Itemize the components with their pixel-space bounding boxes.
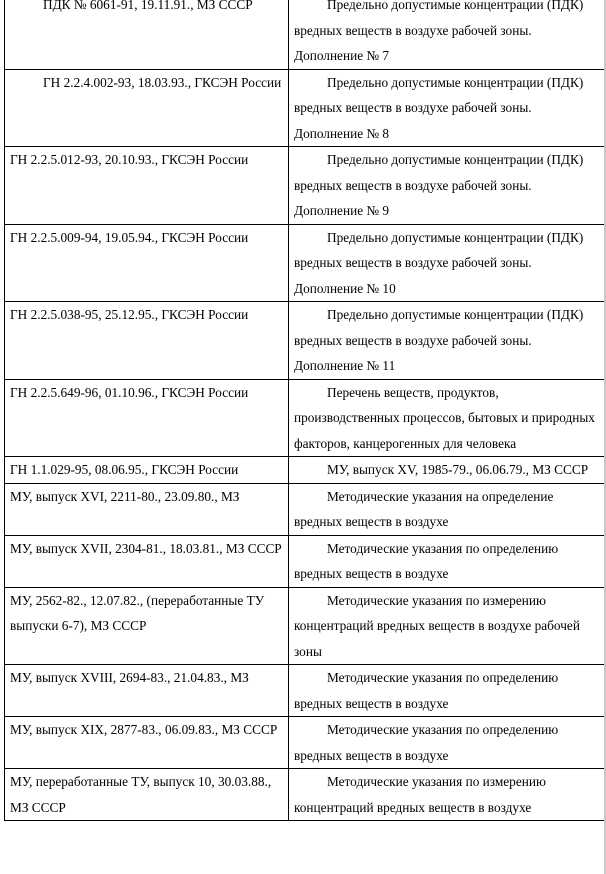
- document-reference: МУ, выпуск XIX, 2877-83., 06.09.83., МЗ СССР: [5, 717, 289, 769]
- document-title: Предельно допустимые концентрации (ПДК) вредных веществ в воздухе рабочей зоны. Дополнение № 8: [289, 69, 605, 147]
- document-title: Предельно допустимые концентрации (ПДК) вредных веществ в воздухе рабочей зоны. Дополнение № 7: [289, 0, 605, 69]
- table-row: [5, 535, 605, 587]
- regulations-table: [4, 0, 605, 821]
- document-reference: ГН 2.2.4.002-93, 18.03.93., ГКСЭН России: [5, 69, 289, 147]
- table-row: [5, 147, 605, 225]
- document-title: Методические указания по определению вредных веществ в воздухе: [289, 665, 605, 717]
- document-title: Перечень веществ, продуктов, производственных процессов, бытовых и природных факторов, канцерогенных для человека: [289, 379, 605, 457]
- document-title: Предельно допустимые концентрации (ПДК) вредных веществ в воздухе рабочей зоны. Дополнение № 10: [289, 224, 605, 302]
- document-reference: ГН 2.2.5.038-95, 25.12.95., ГКСЭН России: [5, 302, 289, 380]
- table-row: [5, 302, 605, 380]
- document-title: Предельно допустимые концентрации (ПДК) вредных веществ в воздухе рабочей зоны. Дополнение № 11: [289, 302, 605, 380]
- document-title: МУ, выпуск XV, 1985-79., 06.06.79., МЗ СССР: [289, 457, 605, 484]
- table-row: [5, 457, 605, 484]
- document-title: Предельно допустимые концентрации (ПДК) вредных веществ в воздухе рабочей зоны. Дополнение № 9: [289, 147, 605, 225]
- document-reference: МУ, выпуск XVII, 2304-81., 18.03.81., МЗ СССР: [5, 535, 289, 587]
- table-row: [5, 717, 605, 769]
- document-reference: ГН 2.2.5.649-96, 01.10.96., ГКСЭН России: [5, 379, 289, 457]
- document-reference: МУ, выпуск XVI, 2211-80., 23.09.80., МЗ: [5, 483, 289, 535]
- document-title: Методические указания по определению вредных веществ в воздухе: [289, 717, 605, 769]
- document-reference: ГН 2.2.5.012-93, 20.10.93., ГКСЭН России: [5, 147, 289, 225]
- document-reference: ГН 2.2.5.009-94, 19.05.94., ГКСЭН России: [5, 224, 289, 302]
- document-reference: ПДК № 6061-91, 19.11.91., МЗ СССР: [5, 0, 289, 69]
- document-reference: МУ, переработанные ТУ, выпуск 10, 30.03.88., МЗ СССР: [5, 769, 289, 821]
- document-title: Методические указания по измерению концентраций вредных веществ в воздухе: [289, 769, 605, 821]
- document-reference: ГН 1.1.029-95, 08.06.95., ГКСЭН России: [5, 457, 289, 484]
- document-title: Методические указания по измерению концентраций вредных веществ в воздухе рабочей зоны: [289, 587, 605, 665]
- table-row: [5, 665, 605, 717]
- table-row: [5, 483, 605, 535]
- document-reference: МУ, 2562-82., 12.07.82., (переработанные ТУ выпуски 6-7), МЗ СССР: [5, 587, 289, 665]
- table-row: [5, 224, 605, 302]
- document-title: Методические указания по определению вредных веществ в воздухе: [289, 535, 605, 587]
- table-row: [5, 0, 605, 69]
- document-reference: МУ, выпуск XVIII, 2694-83., 21.04.83., МЗ: [5, 665, 289, 717]
- table-row: [5, 379, 605, 457]
- table-row: [5, 587, 605, 665]
- table-row: [5, 69, 605, 147]
- document-title: Методические указания на определение вредных веществ в воздухе: [289, 483, 605, 535]
- table-row: [5, 769, 605, 821]
